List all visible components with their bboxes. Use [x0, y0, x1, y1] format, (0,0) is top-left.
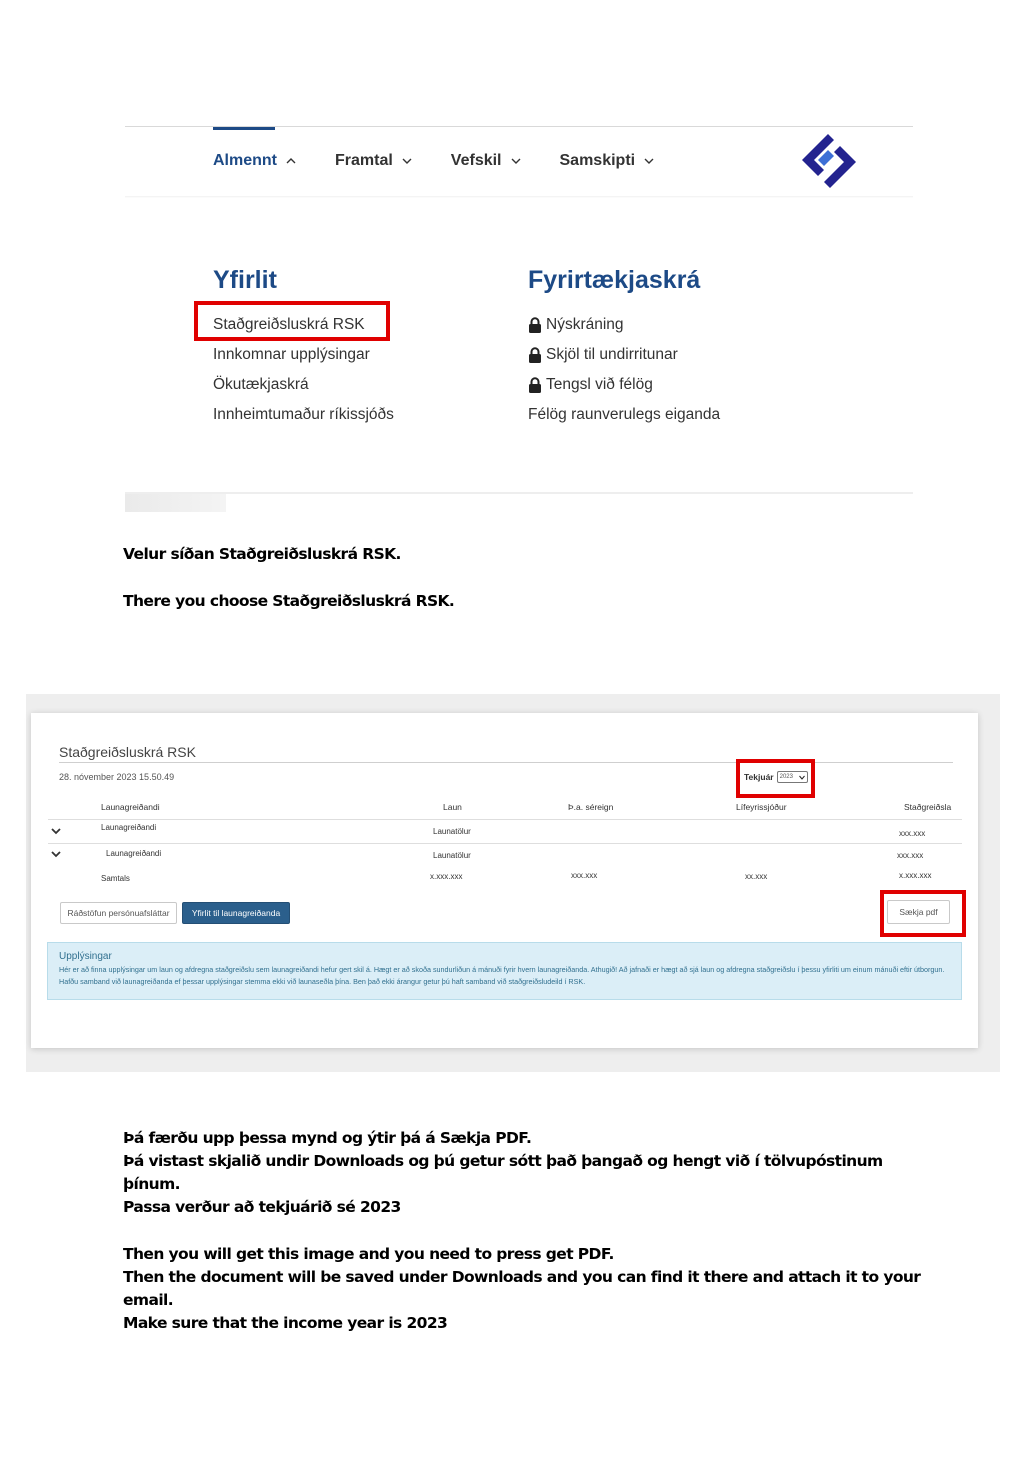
menu-link-label: Tengsl við félög [546, 376, 653, 393]
highlight-box [736, 759, 815, 798]
menu-heading: Fyrirtækjaskrá [528, 266, 701, 294]
chevron-down-icon [643, 155, 655, 167]
instruction-text: Þá vistast skjalið undir Downloads og þú getur sótt það þangað og hengt við í tölvupóstinum [123, 1152, 883, 1170]
year-value: 2023 [779, 774, 793, 780]
timestamp: 28. nóvember 2023 15.50.49 [59, 772, 175, 782]
total-stadgreidsla: x.xxx.xxx [899, 871, 932, 880]
chevron-down-icon[interactable] [50, 849, 62, 859]
personuafslattur-button[interactable]: Ráðstöfun persónuafsláttar [60, 902, 177, 924]
panel-title: Staðgreiðsluskrá RSK [59, 744, 196, 760]
menu-link-innkomnar[interactable]: Innkomnar upplýsingar [213, 346, 370, 363]
nav-item-framtal[interactable] [335, 126, 413, 196]
lock-icon [528, 317, 542, 333]
info-title: Upplýsingar [59, 951, 112, 962]
instruction-text: Velur síðan Staðgreiðsluskrá RSK. [123, 545, 401, 563]
menu-column-fyrirtaekjaskra [528, 266, 720, 430]
instruction-text: Þá færðu upp þessa mynd og ýtir þá á Sækja PDF. [123, 1129, 532, 1147]
nav-item-label: Almennt [213, 152, 277, 169]
menu-link-label: Nýskráning [546, 316, 624, 333]
instruction-text: There you choose Staðgreiðsluskrá RSK. [123, 592, 455, 610]
menu-link-stadgreidsluskra[interactable]: Staðgreiðsluskrá RSK [213, 316, 365, 333]
nav-item-almennt[interactable] [213, 126, 297, 196]
menu-link-skjol[interactable] [528, 340, 720, 370]
menu-bottom-divider [125, 492, 913, 494]
column-header: Lífeyrissjóður [736, 802, 787, 812]
main-nav [213, 126, 693, 196]
year-label: Tekjuár [744, 772, 774, 782]
total-sereign: xxx.xxx [571, 871, 598, 880]
menu-link-innheimtumadur[interactable]: Innheimtumaður ríkissjóðs [213, 406, 394, 423]
lock-icon [528, 377, 542, 393]
instruction-text: email. [123, 1291, 174, 1309]
menu-heading: Yfirlit [213, 266, 277, 294]
column-header: Þ.a. séreign [568, 802, 614, 812]
highlight-box [880, 890, 966, 937]
background-image-fragment [125, 494, 226, 512]
lock-icon [528, 347, 542, 363]
nav-item-label: Samskipti [559, 152, 636, 169]
saekja-pdf-button[interactable]: Sækja pdf [887, 900, 950, 924]
payer-cell: Launagreiðandi [101, 823, 157, 832]
chevron-down-icon[interactable] [50, 826, 62, 836]
title-divider [59, 762, 953, 763]
column-header: Staðgreiðsla [904, 802, 952, 812]
menu-list [528, 310, 720, 430]
chevron-up-icon [285, 155, 297, 167]
instruction-text: Then you will get this image and you need to press get PDF. [123, 1245, 614, 1263]
menu-screenshot [125, 126, 913, 512]
stadgreidsluskra-panel [31, 713, 978, 1048]
total-label: Samtals [101, 874, 130, 883]
yfirlit-launagreidanda-button[interactable]: Yfirlit til launagreiðanda [182, 902, 290, 924]
menu-link-nyskraning[interactable] [528, 310, 720, 340]
total-lifeyri: xx.xxx [745, 872, 768, 881]
instruction-text: Passa verður að tekjuárið sé 2023 [123, 1198, 401, 1216]
highlight-box [194, 301, 390, 341]
column-header: Laun [443, 802, 462, 812]
row-divider [48, 843, 962, 844]
stadgreidsla-cell: xxx.xxx [899, 829, 926, 838]
menu-link-felog-raunverulegs[interactable]: Félög raunverulegs eiganda [528, 406, 721, 423]
stadgreidsla-cell: xxx.xxx [897, 851, 924, 860]
laun-cell: Launatölur [433, 827, 471, 836]
nav-item-label: Framtal [335, 152, 393, 169]
nav-divider [125, 196, 913, 198]
instruction-text: þínum. [123, 1175, 180, 1193]
payer-cell: Launagreiðandi [106, 849, 162, 858]
laun-cell: Launatölur [433, 851, 471, 860]
menu-link-label: Skjöl til undirritunar [546, 346, 678, 363]
menu-link-tengsl[interactable] [528, 370, 720, 400]
instruction-text: Make sure that the income year is 2023 [123, 1314, 448, 1332]
nav-item-samskipti[interactable] [560, 126, 656, 196]
chevron-down-icon [401, 155, 413, 167]
nav-item-vefskil[interactable] [451, 126, 522, 196]
nav-item-label: Vefskil [450, 152, 502, 169]
instruction-text: Then the document will be saved under Downloads and you can find it there and attach it to your [123, 1268, 921, 1286]
skatturinn-logo-icon[interactable] [798, 130, 860, 192]
row-divider [48, 819, 962, 820]
info-alert [47, 942, 962, 1000]
menu-link-okutaekjaskra[interactable]: Ökutækjaskrá [213, 376, 309, 393]
info-text: Hér er að finna upplýsingar um laun og afdregna staðgreiðslu sem launagreiðandi hefur gert skil á. Hægt er að skoða sundurliðun á mánuði fyrir hvern launagreiðanda. Athugið! Að jafnaði er hægt að sjá laun og afdregna staðgreiðslu í þessu yfirliti um einum mánuði eftir útborgun. Hafðu samband við launagreiðanda ef þessar upplýsingar stemma ekki við launaseðla þína. Ben það ekki árangur getur þú haft samband við staðgreiðsludeild í RSK. [59, 965, 945, 986]
chevron-down-icon [510, 155, 522, 167]
menu-column-yfirlit [213, 266, 394, 430]
column-header: Launagreiðandi [101, 802, 160, 812]
total-laun: x.xxx.xxx [430, 872, 463, 881]
